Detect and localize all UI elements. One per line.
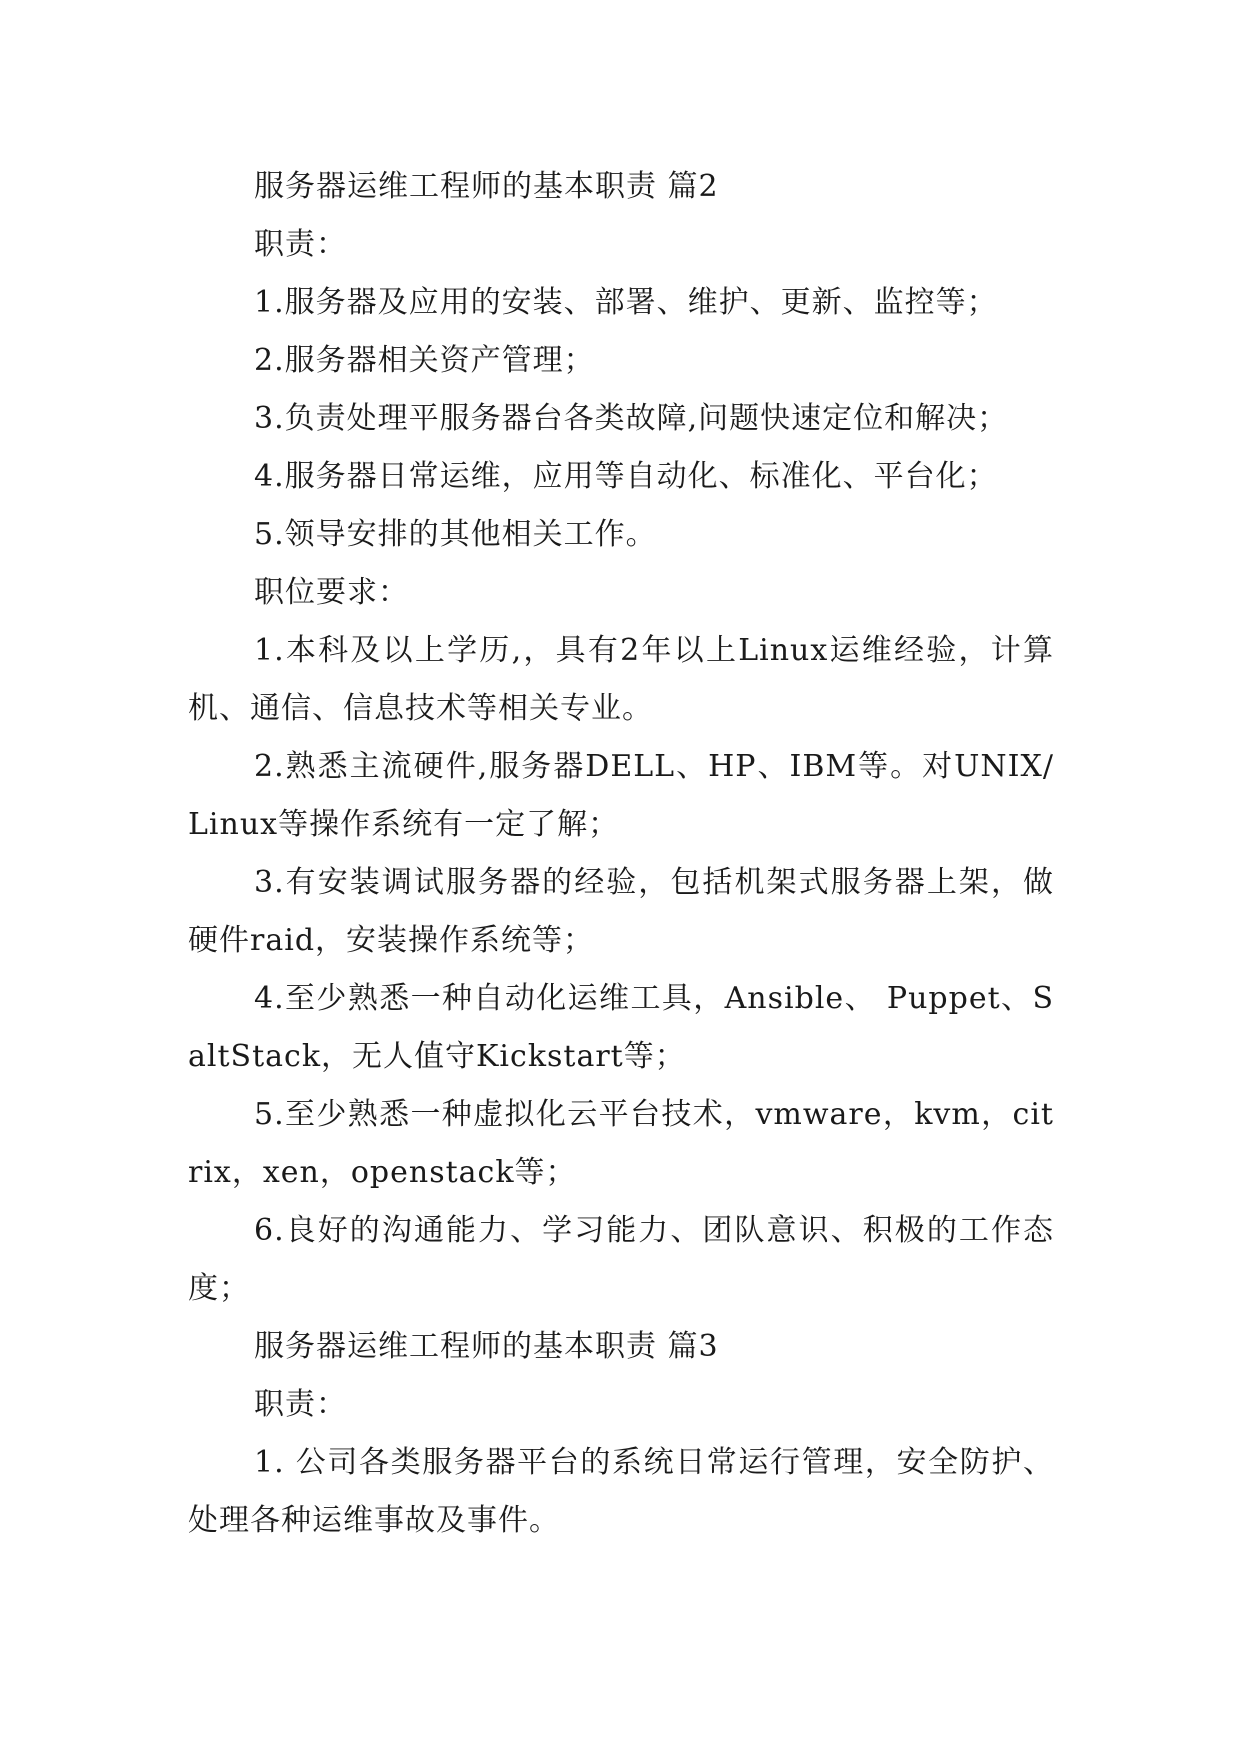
duties-label-2: 职责： xyxy=(254,1387,347,1422)
duty-item-4: 4.服务器日常运维，应用等自动化、标准化、平台化； xyxy=(254,459,998,494)
duty-item-1-section-3: 1. 公司各类服务器平台的系统日常运行管理，安全防护、处理各种运维事故及事件。 xyxy=(188,1445,1054,1538)
duty-item-1: 1.服务器及应用的安装、部署、维护、更新、监控等； xyxy=(254,285,998,320)
duty-item-5: 5.领导安排的其他相关工作。 xyxy=(254,517,657,552)
document-body xyxy=(188,158,1054,1550)
requirement-item-3: 3.有安装调试服务器的经验，包括机架式服务器上架，做硬件raid，安装操作系统等； xyxy=(188,865,1054,958)
section-heading-2: 服务器运维工程师的基本职责 篇2 xyxy=(254,169,719,204)
requirements-label: 职位要求： xyxy=(254,575,409,610)
requirement-item-2: 2.熟悉主流硬件,服务器DELL、HP、IBM等。对UNIX/Linux等操作系统有一定了解； xyxy=(188,749,1054,842)
requirement-item-1: 1.本科及以上学历,，具有2年以上Linux运维经验，计算机、通信、信息技术等相关专业。 xyxy=(188,633,1054,726)
requirement-item-6: 6.良好的沟通能力、学习能力、团队意识、积极的工作态度； xyxy=(188,1213,1054,1306)
duty-item-3: 3.负责处理平服务器台各类故障,问题快速定位和解决； xyxy=(254,401,1009,436)
duty-item-2: 2.服务器相关资产管理； xyxy=(254,343,595,378)
requirement-item-5: 5.至少熟悉一种虚拟化云平台技术，vmware，kvm，citrix，xen，openstack等； xyxy=(188,1097,1054,1190)
duties-label: 职责： xyxy=(254,227,347,262)
requirement-item-4: 4.至少熟悉一种自动化运维工具，Ansible、 Puppet、SaltStack，无人值守Kickstart等； xyxy=(188,981,1054,1074)
section-heading-3: 服务器运维工程师的基本职责 篇3 xyxy=(254,1329,719,1364)
